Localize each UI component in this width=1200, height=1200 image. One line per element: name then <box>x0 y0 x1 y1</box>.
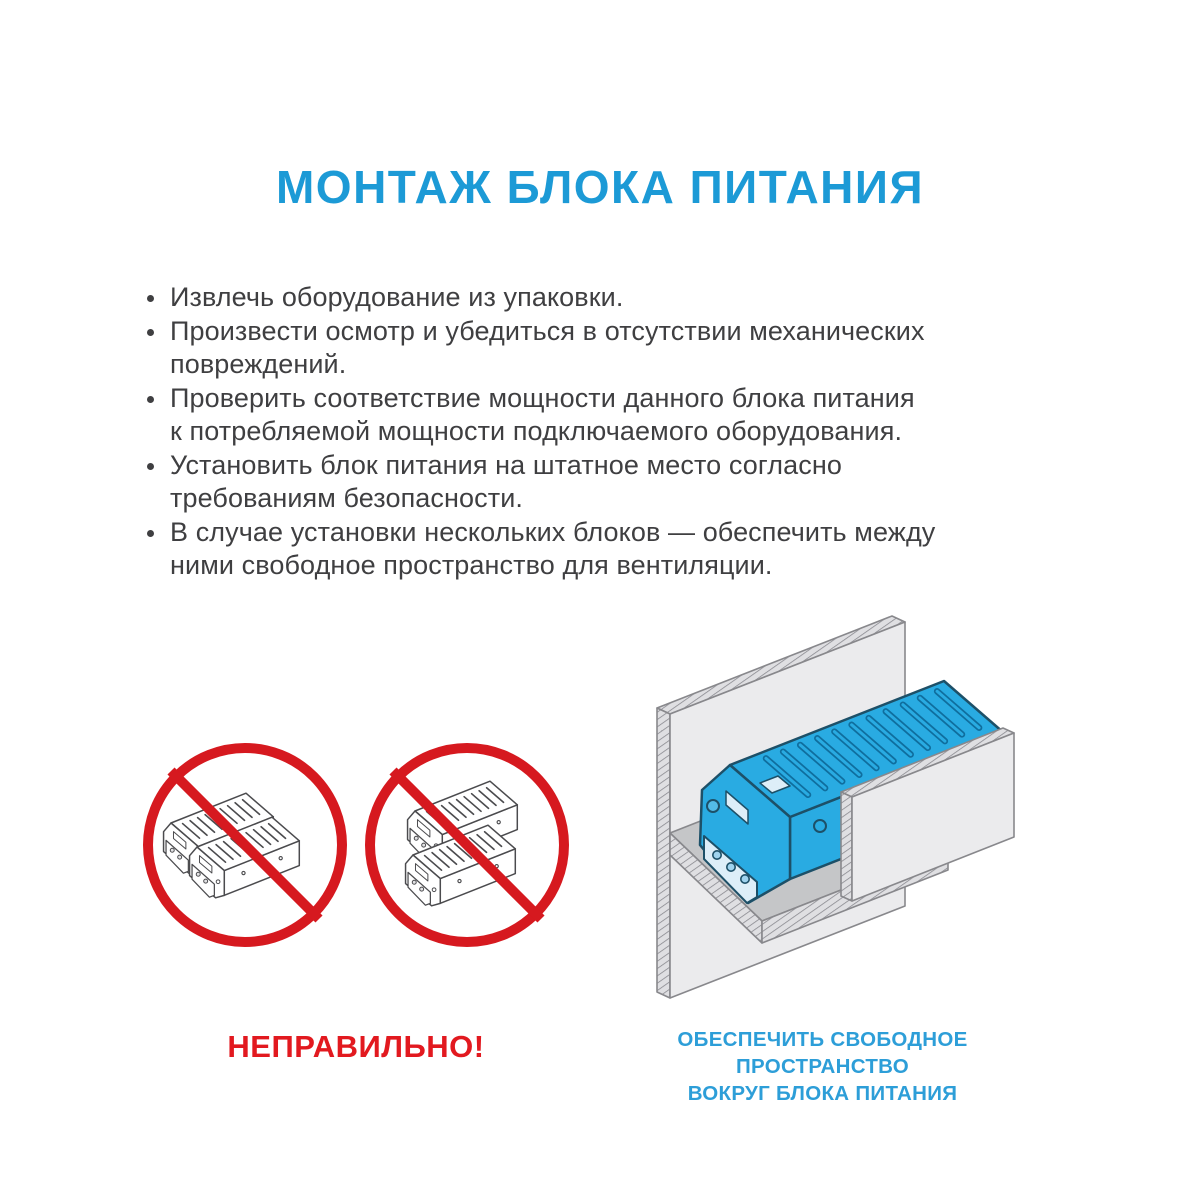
instruction-line: Проверить соответствие мощности данного блока питания <box>170 382 915 413</box>
instruction-line: требованиям безопасности. <box>170 483 523 513</box>
bullet-dot <box>147 463 154 470</box>
bullet-dot <box>147 396 154 403</box>
instruction-line: В случае установки нескольких блоков — обеспечить между <box>170 516 936 547</box>
page-title: МОНТАЖ БЛОКА ПИТАНИЯ <box>275 161 925 213</box>
prohibited-arrangements-figure <box>130 733 590 973</box>
bullet-dot <box>147 530 154 537</box>
instruction-item <box>140 449 1080 516</box>
no-side-by-side-icon <box>148 748 342 942</box>
instruction-line: Произвести осмотр и убедиться в отсутствии механических <box>170 315 925 346</box>
clearance-caption-line: ОБЕСПЕЧИТЬ СВОБОДНОЕ ПРОСТРАНСТВО <box>677 1028 968 1078</box>
clearance-caption <box>600 1026 1045 1107</box>
clearance-caption-line: ВОКРУГ БЛОКА ПИТАНИЯ <box>687 1082 958 1105</box>
instructions-list <box>140 281 1080 583</box>
instruction-item <box>140 281 1080 315</box>
bullet-dot <box>147 329 154 336</box>
instruction-line: Установить блок питания на штатное место согласно <box>170 449 842 480</box>
instruction-item <box>140 315 1080 382</box>
instruction-item <box>140 382 1080 449</box>
clearance-illustration <box>610 600 1050 1050</box>
instruction-line: Извлечь оборудование из упаковки. <box>170 282 624 312</box>
bullet-dot <box>147 295 154 302</box>
instruction-item <box>140 516 1080 583</box>
instruction-line: к потребляемой мощности подключаемого оборудования. <box>170 416 903 446</box>
wrong-label: НЕПРАВИЛЬНО! <box>227 1029 485 1064</box>
cap-screw <box>707 800 719 812</box>
no-stacking-icon <box>370 748 564 942</box>
instruction-line: ними свободное пространство для вентиляции. <box>170 550 773 580</box>
instruction-line: повреждений. <box>170 349 347 379</box>
